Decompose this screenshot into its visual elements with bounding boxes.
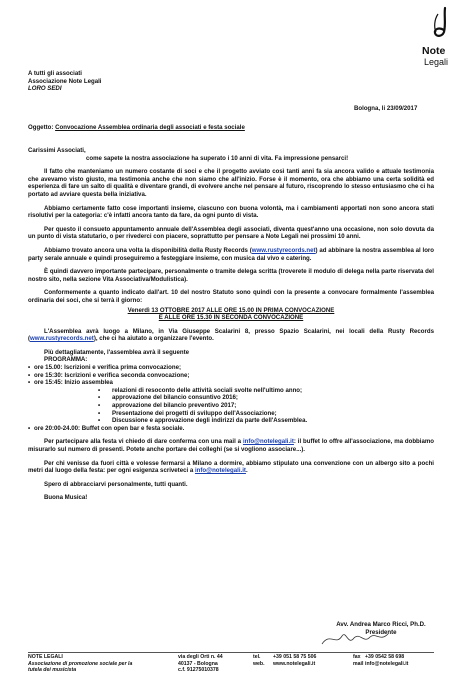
rusty-records-link-2[interactable]: www.rustyrecords.net	[30, 335, 94, 343]
paragraph-2: Abbiamo certamente fatto cose importanti insieme, ciascuno con buona volontà, ma i cambiamenti apportati non sono ancora stati risolutivi per la categoria: c'è infatti ancora tanto da fare, da ogni punto di vista.	[28, 204, 434, 220]
paragraph-7: L'Assemblea avrà luogo a Milano, in Via Giuseppe Scalarini 8, presso Spazio Scalarini, nei locali della Rusty Records (www.rustyrecords.net), che ci ha aiutato a organizzare l'evento.	[28, 327, 434, 343]
handwritten-signature	[320, 628, 390, 650]
rusty-records-link[interactable]: www.rustyrecords.net	[251, 246, 316, 254]
footer-tax-code: c.f. 91275010378	[178, 667, 219, 674]
paragraph-10: Spero di abbracciarvi personalmente, tutti quanti.	[44, 480, 188, 488]
paragraph-5: È quindi davvero importante partecipare, personalmente o tramite delega scritta (troverete il modulo di delega nella parte riservata del nostro sito, nella sezione Vita Associativa/Modulistica).	[28, 268, 434, 283]
paragraph-3: Per questo il consueto appuntamento annuale dell'Assemblea degli associati, diventa quest'anno una occasione, non solo dovuta da un punto di vista statutario, o per rivederci con piacere, soprattutto per pensare a Note Legali nei prossimi 10 anni.	[28, 225, 434, 241]
footer-address	[178, 654, 223, 674]
footer-org-desc-2: tutela dei musicista	[28, 667, 77, 674]
recipient-line-1: A tutti gli associati	[28, 70, 82, 77]
greeting: Carissimi Associati,	[28, 147, 86, 154]
intro: come sapete la nostra associazione ha superato i 10 anni di vita. Fa impressione pensarci!	[86, 154, 349, 162]
footer-mail-label: mail	[353, 660, 364, 667]
subject-text: Convocazione Assemblea ordinaria degli associati e festa sociale	[55, 124, 245, 131]
program-item: • ore 15:30: Iscrizioni e verifica seconda convocazione;	[28, 372, 434, 380]
footer-fax-label: fax	[353, 654, 361, 660]
recipient-line-3: LORO SEDI	[28, 85, 62, 93]
logo-mark	[424, 6, 458, 46]
footer-tel-label: tel.	[253, 654, 261, 660]
footer-org	[28, 654, 158, 674]
program-subitem: • Presentazione dei progetti di sviluppo dell'Associazione;	[98, 410, 434, 418]
footer-contacts	[253, 654, 443, 667]
letter-body	[28, 147, 434, 502]
letter-date: Bologna, li 23/09/2017	[354, 105, 418, 112]
footer-address-city: 40137 - Bologna	[178, 660, 218, 667]
logo-name: Note	[422, 45, 446, 57]
email-link-2[interactable]: info@notelegali.it	[194, 467, 246, 475]
recipient-line-2: Associazione Note Legali	[28, 77, 102, 85]
program-subitem: • Discussione e approvazione degli indirizzi da parte dell'Assemblea.	[98, 417, 434, 425]
program-item: • ore 15.00: Iscrizioni e verifica prima convocazione;	[28, 364, 434, 372]
footer-web-label: web.	[253, 660, 265, 667]
footer-fax: +39 0542 58 698	[365, 654, 405, 660]
footer-org-desc-1: Associazione di promozione sociale per la	[28, 660, 133, 667]
footer-rule	[28, 652, 434, 653]
program-intro: Più dettagliatamente, l'assemblea avrà il seguente	[44, 348, 190, 356]
program	[28, 349, 434, 433]
footer-tel: +39 051 58 75 506	[273, 654, 317, 660]
recipients	[28, 70, 101, 93]
paragraph-4: Abbiamo trovato ancora una volta la disponibilità della Rusty Records (www.rustyrecords.net) ad abbinare la nostra assemblea al loro party serale annuale e quindi proseguiremo a festeggiare insieme, con musica dal vivo e catering.	[28, 246, 435, 262]
signer-role: Presidente	[365, 628, 397, 636]
program-list	[28, 364, 434, 432]
program-title: PROGRAMMA:	[44, 356, 88, 364]
program-subitem: • relazioni di resoconto delle attività sociali svolte nell'ultimo anno;	[98, 387, 434, 395]
paragraph-1: Il fatto che manteniamo un numero costante di soci e che il progetto avviato così tanti anni fa sia ancora valido e attuale testimonia che avevamo visto giusto, ma testimonia anche che non siamo che all'inizio. Forse è il momento, ora che abbiamo una certa solidità ed esperienza di fare un salto di qualità e diventare grandi, di evolvere anche nel pensare al futuro, riscoprendo lo stesso entusiasmo che ci ha portato ad avviare questa bella iniziativa.	[28, 168, 434, 198]
logo	[424, 6, 458, 68]
program-item: • ore 15:45: Inizio assemblea	[28, 379, 434, 387]
signer-name: Avv. Andrea Marco Ricci, Ph.D.	[336, 621, 426, 628]
footer-mail-link[interactable]: info@notelegali.it	[365, 660, 409, 667]
program-subitem: • approvazione del bilancio consuntivo 2016;	[98, 394, 434, 402]
program-item: • ore 20:00-24.00: Buffet con open bar e festa sociale.	[28, 425, 434, 433]
logo-subname: Legali	[424, 57, 449, 67]
subject-label: Oggetto:	[28, 124, 54, 131]
paragraph-9: Per chi venisse da fuori città e volesse fermarsi a Milano a dormire, abbiamo stipulato una convenzione con un albergo sito a pochi metri dal luogo della festa: per ogni esigenza scriveteci a info@notelegali.it.	[28, 459, 434, 475]
convocation-second: E ALLE ORE 15.30 IN SECONDA CONVOCAZIONE	[158, 314, 304, 322]
subject	[28, 124, 245, 132]
convocation-first: Venerdì 13 OTTOBRE 2017 ALLE ORE 15.00 IN PRIMA CONVOCAZIONE	[127, 306, 335, 314]
program-subitem: • approvazione del bilancio preventivo 2017;	[98, 402, 434, 410]
paragraph-8: Per partecipare alla festa vi chiedo di dare conferma con una mail a info@notelegali.it: il buffet lo offre all'associazione, ma dobbiamo misurarlo sul numero di presenti. Potete anche portare dei colleghi (se si vogliono associare...).	[28, 438, 434, 453]
footer-web-link[interactable]: www.notelegali.it	[273, 660, 316, 667]
footer-org-name: NOTE LEGALI	[28, 654, 63, 660]
footer-address-street: via degli Orti n. 44	[178, 654, 223, 660]
email-link[interactable]: info@notelegali.it	[242, 438, 294, 446]
closing: Buona Musica!	[44, 494, 88, 502]
paragraph-6: Conformemente a quanto indicato dall'art. 10 del nostro Statuto sono quindi con la presente a convocare formalmente l'assemblea ordinaria dei soci, che si terrà il giorno:	[28, 289, 434, 304]
